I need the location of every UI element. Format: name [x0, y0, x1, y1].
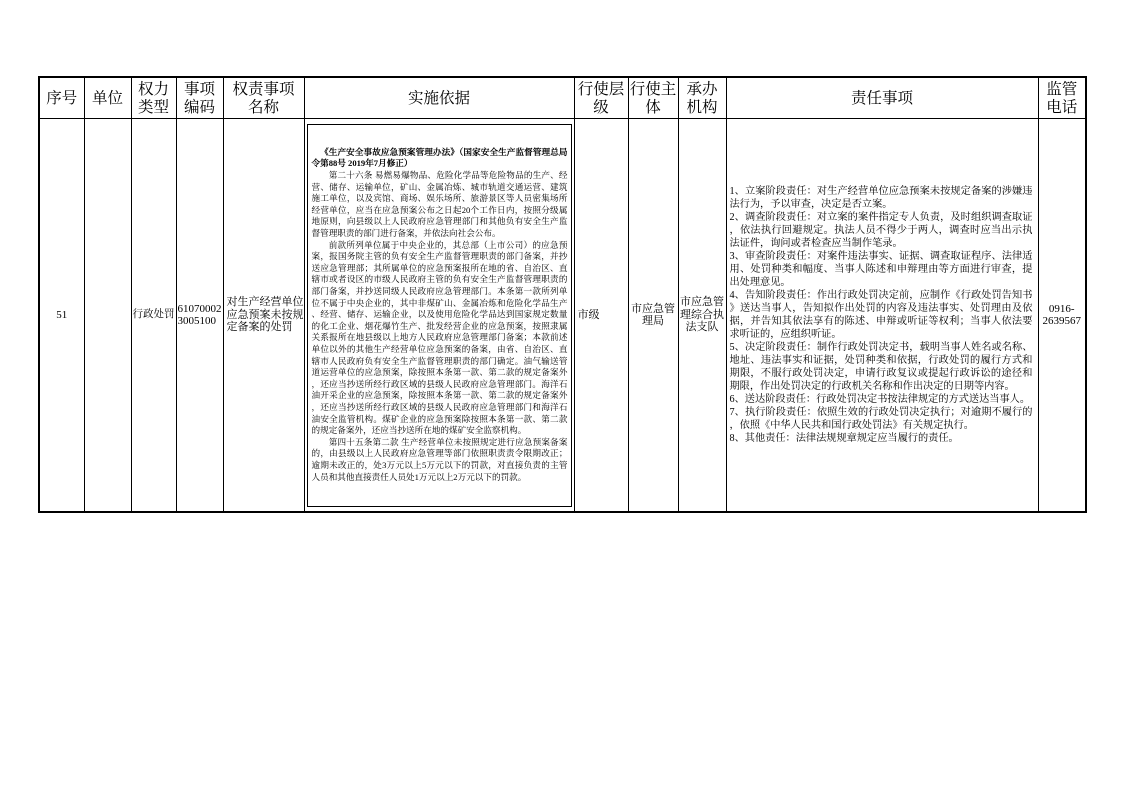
cell-subject	[628, 119, 678, 513]
header-row	[39, 77, 1086, 119]
header-power-type	[131, 77, 176, 119]
basis-paragraph: 第四十五条第二款 生产经营单位未按照规定进行应急预案备案的，由县级以上人民政府应急管理等部门依照职责责令限期改正；逾期未改正的，处3万元以上5万元以下的罚款，对直接负责的主管人员和其他直接责任人员处1万元以上2万元以下的罚款。	[311, 436, 568, 482]
basis-box	[307, 124, 572, 507]
header-phone	[1038, 77, 1086, 119]
cell-handler	[678, 119, 726, 513]
item-name-text: 对生产经营单位应急预案未按规定备案的处罚	[226, 296, 304, 334]
responsibility-item: 4、告知阶段责任：作出行政处罚决定前，应制作《行政处罚告知书》送达当事人，告知拟作出处罚的内容及违法事实、处罚理由及依据，并告知其依法享有的陈述、申辩或听证等权利；当事人依法要求听证的，应组织听证。	[729, 290, 1033, 340]
header-item-code	[176, 77, 223, 119]
phone-text: 0916-​2639567	[1042, 302, 1081, 327]
header-handler	[678, 77, 726, 119]
header-level	[574, 77, 628, 119]
responsibility-item: 2、调查阶段责任：对立案的案件指定专人负责，及时组织调查取证，依法执行回避规定。执法人员不得少于两人，调查时应当出示执法证件，询问或者检查应当制作笔录。	[729, 212, 1033, 249]
header-responsibilities-label: 责任事项	[850, 89, 913, 107]
cell-basis	[304, 119, 574, 513]
cell-item-code	[176, 119, 223, 513]
responsibility-item: 7、执行阶段责任：依照生效的行政处罚决定执行；对逾期不履行的，依照《中华人民共和国行政处罚法》有关规定执行。	[729, 407, 1033, 431]
header-responsibilities	[726, 77, 1038, 119]
header-subject	[628, 77, 678, 119]
header-subject-label: 行使主体	[629, 80, 677, 116]
header-item-name	[223, 77, 304, 119]
header-level-label: 行使层级	[577, 80, 625, 116]
item-code-text: 610700023005100	[177, 302, 222, 327]
responsibility-item: 5、决定阶段责任：制作行政处罚决定书，载明当事人姓名或名称、地址、违法事实和证据，处罚种类和依据，行政处罚的履行方式和期限，不服行政处罚决定，申请行政复议或提起行政诉讼的途径和期限，作出处罚决定的行政机关名称和作出决定的日期等内容。	[729, 342, 1033, 392]
header-seq	[39, 77, 84, 119]
responsibility-item: 6、送达阶段责任：行政处罚决定书按法律规定的方式送达当事人。	[729, 394, 1031, 405]
cell-responsibilities	[726, 119, 1038, 513]
cell-seq: 51	[39, 119, 84, 513]
cell-unit	[84, 119, 131, 513]
header-unit	[84, 77, 131, 119]
basis-paragraph: 第二十六条 易燃易爆物品、危险化学品等危险物品的生产、经营、储存、运输单位，矿山、金属冶炼、城市轨道交通运营、建筑施工单位，以及宾馆、商场、娱乐场所、旅游景区等人员密集场所经营单位，应当在应急预案公布之日起20个工作日内，按照分级属地原则，向县级以上人民政府应急管理部门和其他负有安全生产监督管理职责的部门进行备案，并依法向社会公布。	[311, 170, 568, 239]
header-item-code-label: 事项编码	[184, 80, 216, 116]
handler-text: 市应急管理综合执法支队	[680, 296, 724, 334]
header-power-type-label: 权力类型	[138, 80, 170, 116]
power-list-table	[38, 76, 1087, 513]
cell-power-type: 行政处罚	[131, 119, 176, 513]
header-unit-label: 单位	[91, 89, 123, 107]
header-basis	[304, 77, 574, 119]
header-item-name-label: 权责事项名称	[232, 80, 295, 116]
table-row	[39, 119, 1086, 513]
header-seq-label: 序号	[46, 89, 78, 107]
cell-level: 市级	[574, 119, 628, 513]
header-basis-label: 实施依据	[407, 89, 470, 107]
header-phone-label: 监管电话	[1046, 80, 1078, 116]
basis-title: 《生产安全事故应急预案管理办法》（国家安全生产监督管理总局令第88号 2019年7月修正）	[311, 146, 568, 169]
responsibility-item: 8、其他责任：法律法规规章规定应当履行的责任。	[729, 433, 959, 444]
responsibility-item: 3、审查阶段责任：对案件违法事实、证据、调查取证程序、法律适用、处罚种类和幅度、当事人陈述和申辩理由等方面进行审查，提出处理意见。	[729, 251, 1033, 288]
responsibility-item: 1、立案阶段责任：对生产经营单位应急预案未按规定备案的涉嫌违法行为，予以审查，决定是否立案。	[729, 186, 1033, 210]
cell-phone	[1038, 119, 1086, 513]
header-handler-label: 承办机构	[686, 80, 718, 116]
basis-paragraph: 前款所列单位属于中央企业的，其总部（上市公司）的应急预案，报国务院主管的负有安全生产监督管理职责的部门备案，并抄送应急管理部；其所属单位的应急预案报所在地的省、自治区、直辖市或者设区的市级人民政府主管的负有安全生产监督管理职责的部门备案，并抄送同级人民政府应急管理部门。本条第一款所列单位不属于中央企业的，其中非煤矿山、金属冶炼和危险化学品生产、经营、储存、运输企业，以及使用危险化学品达到国家规定数量的化工企业、烟花爆竹生产、批发经营企业的应急预案，按照隶属关系报所在地县级以上地方人民政府应急管理部门备案；本款前述单位以外的其他生产经营单位应急预案的备案，由省、自治区、直辖市人民政府负有安全生产监督管理职责的部门确定。油气输送管道运营单位的应急预案，除按照本条第一款、第二款的规定备案外，还应当抄送所经行政区域的县级人民政府应急管理部门。海洋石油开采企业的应急预案，除按照本条第一款、第二款的规定备案外，还应当抄送所经行政区域的县级人民政府应急管理部门和海洋石油安全监管机构。煤矿企业的应急预案除按照本条第一款、第二款的规定备案外，还应当抄送所在地的煤矿安全监察机构。	[311, 239, 568, 436]
cell-item-name	[223, 119, 304, 513]
subject-text: 市应急管理局	[631, 302, 675, 327]
